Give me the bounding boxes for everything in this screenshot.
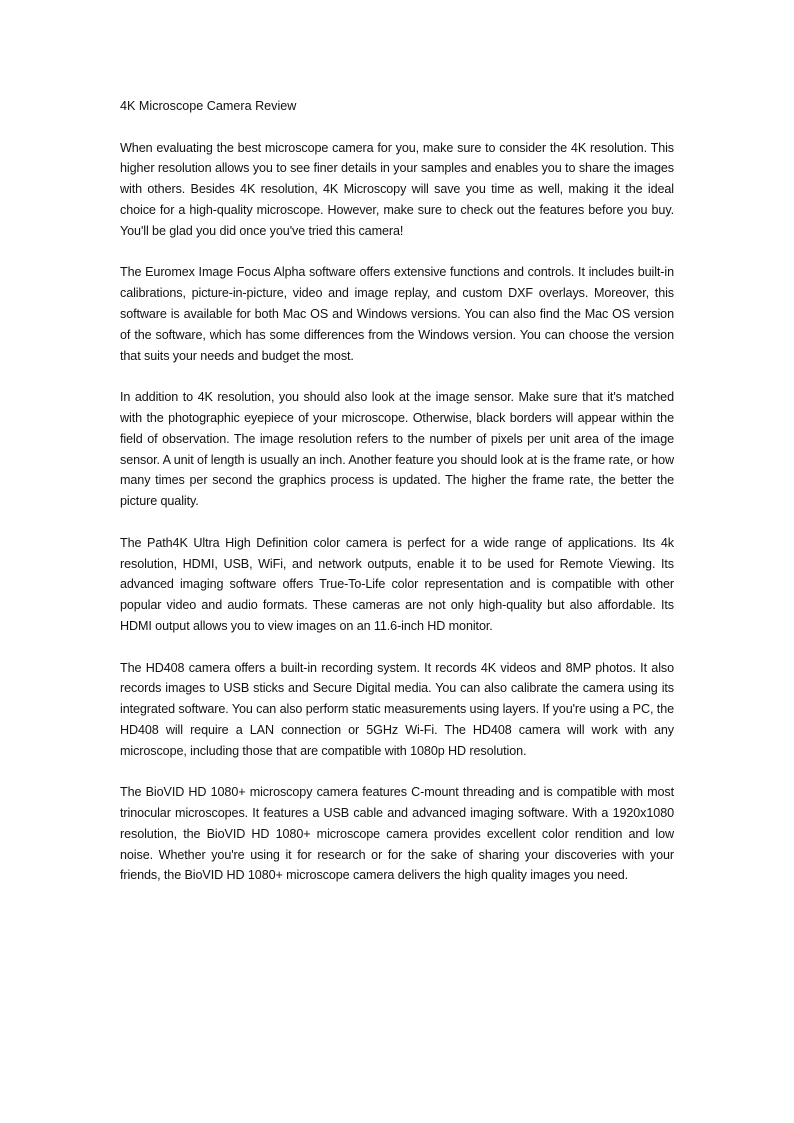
paragraph-4k-resolution: When evaluating the best microscope camera for you, make sure to consider the 4K resolution. This higher resolution allows you to see finer details in your samples and enables you to share the images with others. Besides 4K resolution, 4K Microscopy will save you time as well, making it the ideal choice for a high-quality microscope. However, make sure to check out the features before you buy. You'll be glad you did once you've tried this camera! [120,140,674,238]
paragraph-image-sensor: In addition to 4K resolution, you should also look at the image sensor. Make sure that it's matched with the photographic eyepiece of your microscope. Otherwise, black borders will appear within the field of observation. The image resolution refers to the number of pixels per unit area of the image sensor. A unit of length is usually an inch. Another feature you should look at is the frame rate, or how many times per second the graphics process is updated. The higher the frame rate, the better the picture quality. [120,390,674,509]
paragraph-euromex-software: The Euromex Image Focus Alpha software offers extensive functions and controls. It includes built-in calibrations, picture-in-picture, video and image replay, and custom DXF overlays. Moreover, this software is available for both Mac OS and Windows versions. You can also find the Mac OS version of the software, which has some differences from the Windows version. You can choose the version that suits your needs and budget the most. [120,265,674,363]
document-body [120,96,674,907]
document-title: 4K Microscope Camera Review [120,99,297,113]
paragraph-biovid-camera: The BioVID HD 1080+ microscopy camera features C-mount threading and is compatible with most trinocular microscopes. It features a USB cable and advanced imaging software. With a 1920x1080 resolution, the BioVID HD 1080+ microscope camera provides excellent color rendition and low noise. Whether you're using it for research or for the sake of sharing your discoveries with your friends, the BioVID HD 1080+ microscope camera delivers the high quality images you need. [120,785,674,883]
paragraph-path4k-camera: The Path4K Ultra High Definition color camera is perfect for a wide range of applications. Its 4k resolution, HDMI, USB, WiFi, and network outputs, enable it to be used for Remote Viewing. Its advanced imaging software offers True-To-Life color representation and is compatible with other popular video and audio formats. These cameras are not only high-quality but also affordable. Its HDMI output allows you to view images on an 11.6-inch HD monitor. [120,535,674,633]
paragraph-hd408-camera: The HD408 camera offers a built-in recording system. It records 4K videos and 8MP photos. It also records images to USB sticks and Secure Digital media. You can also calibrate the camera using its integrated software. You can also perform static measurements using layers. If you're using a PC, the HD408 will require a LAN connection or 5GHz Wi-Fi. The HD408 camera will work with any microscope, including those that are compatible with 1080p HD resolution. [120,660,674,758]
